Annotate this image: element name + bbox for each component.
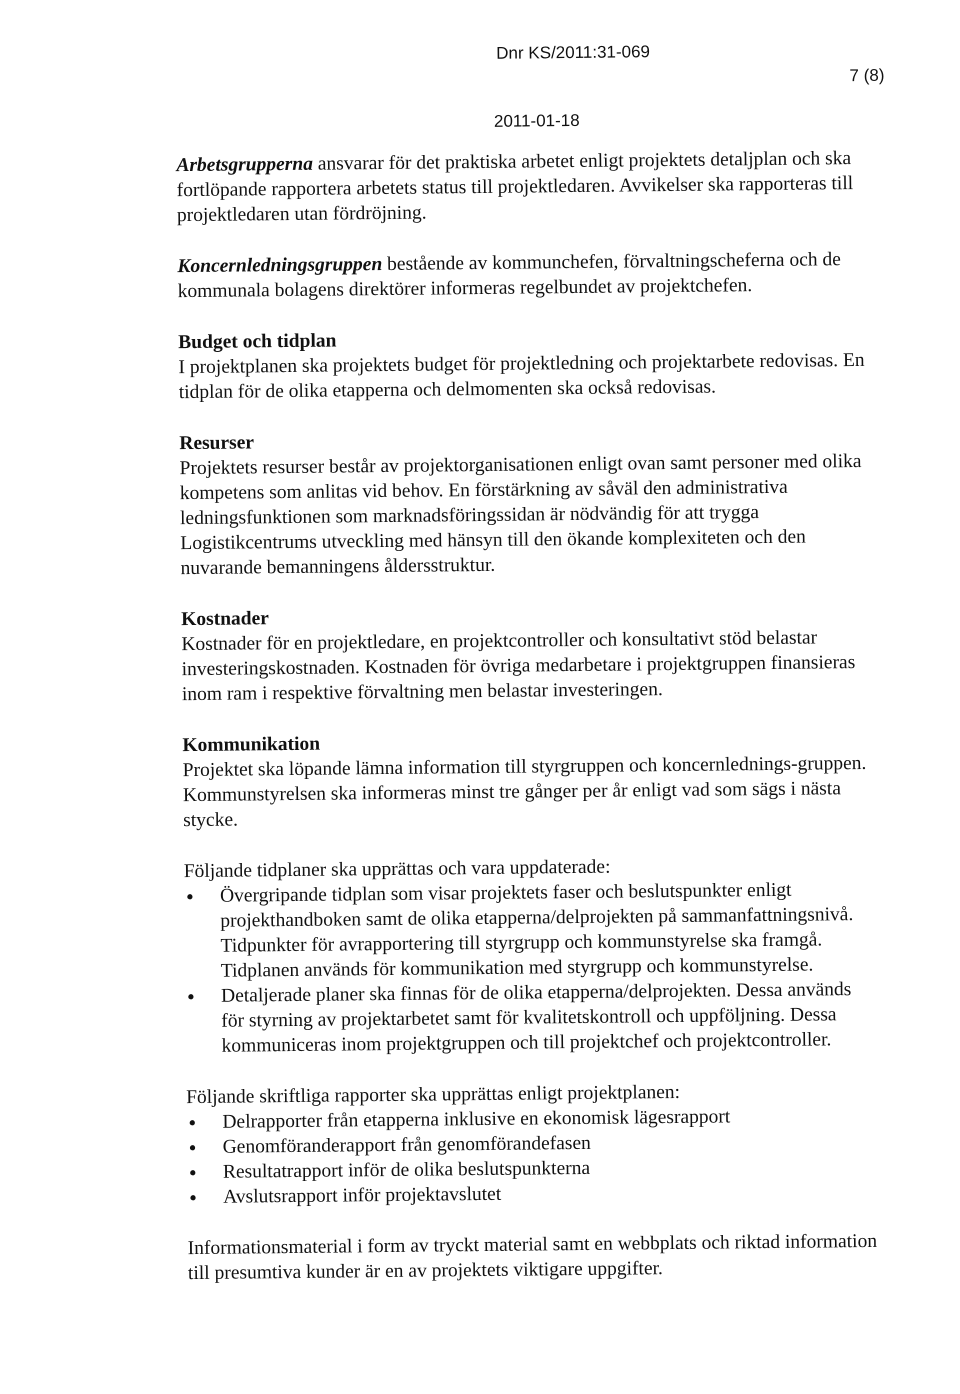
section-heading: Resurser bbox=[179, 432, 255, 455]
section-text: Projektets resurser består av projektorganisationen enligt ovan samt personer med olika kompetens som anlitas vid behov. En förstärkning av såväl den administrativa ledningsfunktionen som marknadsföringssidan är nödvändig för att trygga Logistikcentrums utveckling med hänsyn till den ökande komplexiteten och den nuvarande bemanningens åldersstruktur. bbox=[179, 450, 862, 580]
paragraph-text: bestående av kommunchefen, förvaltningscheferna och de kommunala bolagens direktörer informeras regelbundet av projektchefen. bbox=[177, 249, 841, 303]
paragraph-koncernledningsgruppen bbox=[177, 247, 867, 304]
list-item: • Genomföranderapport från genomförandefasen bbox=[187, 1128, 877, 1160]
section-budget bbox=[178, 323, 869, 405]
section-text: I projektplanen ska projektets budget för projektledning och projektarbete redovisas. En tidplan för de olika etapperna och delmomenten ska också redovisas. bbox=[178, 349, 865, 404]
list-item: • Detaljerade planer ska finnas för de olika etapperna/delprojekten. Dessa används för styrning av projektarbetet samt för kvalitetskontroll och uppföljning. Dessa kommuniceras inom projektgruppen och till projektchef och projektcontroller. bbox=[185, 977, 876, 1059]
list-item: • Delrapporter från etapperna inklusive en ekonomisk lägesrapport bbox=[186, 1103, 876, 1135]
section-resurser bbox=[179, 424, 871, 581]
tidplaner-intro: Följande tidplaner ska upprättas och vara uppdaterade: bbox=[183, 856, 611, 883]
section-heading: Kommunikation bbox=[182, 733, 321, 757]
lead-term: Arbetsgrupperna bbox=[176, 153, 314, 177]
tidplaner-list bbox=[184, 877, 876, 1059]
rapporter-list bbox=[186, 1103, 877, 1210]
section-kostnader bbox=[181, 600, 872, 707]
list-item: • Avslutsrapport inför projektavslutet bbox=[187, 1178, 877, 1210]
paragraph-informationsmaterial: Informationsmaterial i form av tryckt material samt en webbplats och riktad information till presumtiva kunder är en av projektets viktigare uppgifter. bbox=[187, 1230, 878, 1285]
section-heading: Kostnader bbox=[181, 608, 269, 631]
page-number: 7 (8) bbox=[849, 65, 885, 86]
list-item: • Resultatrapport inför de olika beslutspunkterna bbox=[187, 1153, 877, 1185]
section-text: Kostnader för en projektledare, en projektcontroller och konsultativt stöd belastar investeringskostnaden. Kostnaden för övriga medarbetare i projektgruppen finansieras inom ram i respektive förvaltning men belastar investeringen. bbox=[181, 627, 856, 706]
lead-term: Koncernledningsgruppen bbox=[177, 254, 383, 278]
section-kommunikation bbox=[182, 726, 873, 833]
document-body bbox=[176, 146, 878, 1312]
section-heading: Budget och tidplan bbox=[178, 330, 337, 354]
rapporter-intro: Följande skriftliga rapporter ska upprättas enligt projektplanen: bbox=[186, 1081, 681, 1109]
document-date: 2011-01-18 bbox=[493, 110, 580, 131]
paragraph-arbetsgrupperna bbox=[176, 146, 867, 228]
paragraph-text: ansvarar för det praktiska arbetet enligt projektets detaljplan och ska fortlöpande rapportera arbetets status till projektledaren. Avvikelser ska rapporteras till projektledaren utan fördröjning. bbox=[176, 148, 854, 227]
section-text: Projektet ska löpande lämna information till styrgruppen och koncernlednings-gruppen. Kommunstyrelsen ska informeras minst tre gånger per år enligt vad som sägs i nästa stycke. bbox=[182, 752, 867, 832]
list-item: • Övergripande tidplan som visar projektets faser och beslutspunkter enligt projekthandboken samt de olika etapperna/delprojekten på sammanfattningsnivå. Tidpunkter för avrapportering till styrgrupp och kommunstyrelse ska framgå. Tidplanen används för kommunikation med styrgrupp och kommunstyrelse. bbox=[184, 877, 875, 984]
document-number: Dnr KS/2011:31-069 bbox=[496, 42, 651, 63]
